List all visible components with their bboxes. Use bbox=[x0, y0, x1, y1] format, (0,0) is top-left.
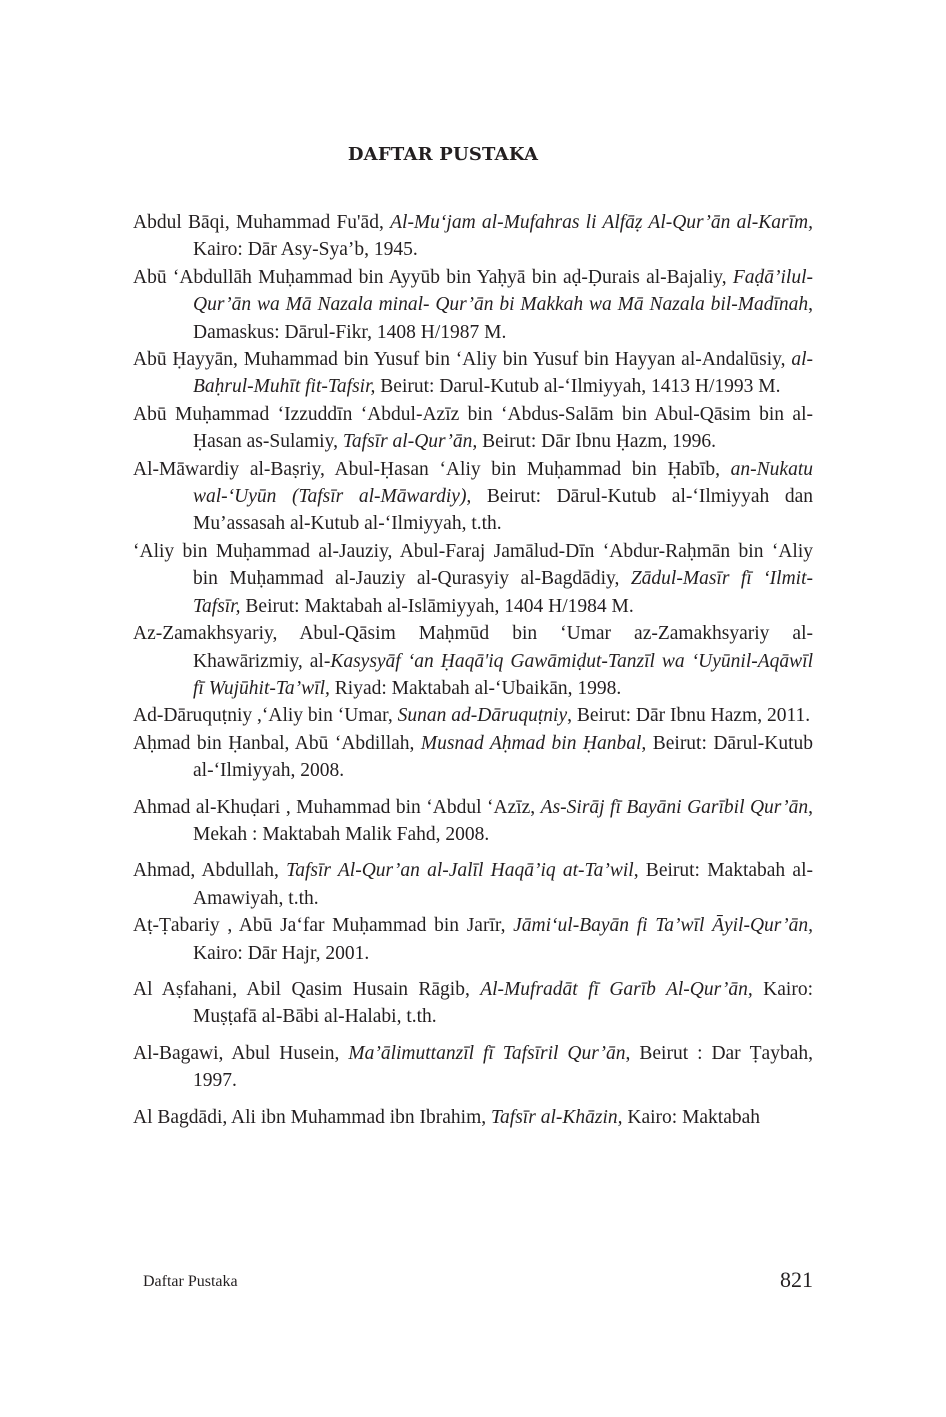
reference-publication: , Beirut : Dar Ṭaybah, 1997. bbox=[193, 1042, 813, 1092]
reference-author: Aḥmad bin Ḥanbal, Abū ‘Abdillah, bbox=[133, 732, 421, 754]
reference-publication: , Damaskus: Dārul-Fikr, 1408 H/1987 M. bbox=[193, 294, 813, 343]
reference-entry bbox=[133, 456, 813, 538]
reference-entry bbox=[133, 1040, 813, 1095]
reference-publication: Beirut: Darul-Kutub al-‘Ilmiyyah, 1413 H/1993 M. bbox=[375, 376, 781, 398]
reference-title: Tafsīr al-Khāzin, bbox=[491, 1106, 623, 1128]
reference-publication: Kairo: Dār Hajr, 2001. bbox=[193, 942, 370, 964]
reference-author: Abū ‘Abdullāh Muḥammad bin Ayyūb bin Yaḥyā bin aḍ-Ḍurais al-Bajaliy, bbox=[133, 266, 733, 288]
reference-entry bbox=[133, 794, 813, 849]
page-title: DAFTAR PUSTAKA bbox=[347, 144, 539, 165]
reference-title: Faḍā’ilul-Qur’ān wa Mā Nazala minal- Qur’ān bi Makkah wa Mā Nazala bil-Madīnah bbox=[193, 266, 813, 316]
reference-title: Tafsīr Al-Qur’an al-Jalīl Haqā’iq at-Ta’wil bbox=[286, 860, 634, 882]
reference-entry bbox=[133, 538, 813, 620]
reference-title: Tafsīr al-Qur’ān, bbox=[342, 431, 478, 453]
reference-author: Abū Ḥayyān, Muhammad bin Yusuf bin ‘Aliy bin Yusuf bin Hayyan al-Andalūsiy, bbox=[133, 349, 792, 371]
reference-publication: Kairo: Dār Asy-Sya’b, 1945. bbox=[193, 239, 418, 261]
reference-author: Al-Māwardiy al-Baṣriy, Abul-Ḥasan ‘Aliy bin Muḥammad bin Ḥabīb, bbox=[133, 458, 731, 480]
reference-publication: Kairo: Maktabah bbox=[622, 1106, 761, 1128]
reference-author: Al Aṣfahani, Abil Qasim Husain Rāgib, bbox=[133, 978, 481, 1000]
reference-title: al-Baḥrul-Muhīt fit-Tafsir, bbox=[193, 349, 813, 398]
reference-publication: Beirut: Dārul-Kutub al-‘Ilmiyyah dan Mu’assasah al-Kutub al-‘Ilmiyyah, t.th. bbox=[193, 486, 813, 535]
reference-entry bbox=[133, 620, 813, 702]
reference-title: Zādul-Masīr fī ‘Ilmit-Tafsīr, bbox=[193, 568, 814, 617]
reference-publication: , Beirut: Maktabah al-Amawiyah, t.th. bbox=[193, 860, 813, 909]
reference-entry bbox=[133, 857, 813, 912]
reference-publication: , Mekah : Maktabah Malik Fahd, 2008. bbox=[193, 796, 813, 845]
reference-author: Az-Zamakhsyariy, Abul-Qāsim Maḥmūd bin ‘Umar az-Zamakhsyariy al-Khawārizmiy, al- bbox=[133, 623, 813, 672]
reference-author: Aṭ-Ṭabariy , Abū Ja‘far Muḥammad bin Jarīr, bbox=[133, 915, 514, 937]
reference-author: Ahmad, Abdullah, bbox=[133, 860, 287, 882]
reference-publication: Riyad: Maktabah al-‘Ubaikān, 1998. bbox=[329, 677, 622, 699]
reference-title: Jāmi‘ul-Bayān fi Ta’wīl Āyil-Qur’ān, bbox=[513, 915, 813, 937]
reference-author: ‘Aliy bin Muḥammad al-Jauziy, Abul-Faraj Jamālud-Dīn ‘Abdur-Raḥmān bin ‘Aliy bin Muḥammad al-Jauziy al-Qurasyiy al-Bagdādiy, bbox=[133, 540, 813, 590]
reference-entry bbox=[133, 730, 813, 785]
reference-title: As-Sirāj fī Bayāni Garībil Qur’ān bbox=[540, 796, 809, 818]
page-number: 821 bbox=[780, 1267, 813, 1292]
running-footer-title: Daftar Pustaka bbox=[143, 1273, 238, 1290]
reference-author: Ad-Dāruquṭniy ,‘Aliy bin ‘Umar, bbox=[133, 705, 398, 727]
reference-title: Kasysyāf ‘an Ḥaqā'iq Gawāmiḍut-Tanzīl wa ‘Uyūnil-Aqāwīl fī Wujūhit-Ta’wīl, bbox=[193, 650, 813, 699]
reference-publication: Kairo: Muṣṭafā al-Bābi al-Halabi, t.th. bbox=[193, 978, 813, 1028]
reference-entry bbox=[133, 401, 813, 456]
reference-author: Ahmad al-Khuḍari , Muhammad bin ‘Abdul ‘Azīz, bbox=[133, 796, 541, 818]
reference-entry bbox=[133, 702, 813, 729]
reference-author: Al Bagdādi, Ali ibn Muhammad ibn Ibrahim, bbox=[133, 1106, 491, 1128]
reference-entry bbox=[133, 346, 813, 401]
reference-entry bbox=[133, 1104, 813, 1131]
reference-author: Abdul Bāqi, Muhammad Fu'ād, bbox=[133, 212, 391, 233]
reference-entry bbox=[133, 264, 813, 346]
reference-publication: Beirut: Dār Ibnu Ḥazm, 1996. bbox=[477, 431, 717, 453]
reference-author: Al-Bagawi, Abul Husein, bbox=[133, 1042, 349, 1064]
reference-author: Abū Muḥammad ‘Izzuddīn ‘Abdul-Azīz bin ‘Abdus-Salām bin Abul-Qāsim bin al-Ḥasan as-Sulamiy, bbox=[133, 403, 813, 453]
reference-title: Sunan ad-Dāruquṭniy bbox=[397, 705, 568, 727]
reference-list bbox=[133, 209, 813, 1131]
reference-entry bbox=[133, 976, 813, 1031]
reference-title: Ma’ālimuttanzīl fī Tafsīril Qur’ān bbox=[348, 1042, 626, 1064]
reference-title: Al-Mu‘jam al-Mufahras li Alfāẓ Al-Qur’ān al-Karīm, bbox=[390, 212, 814, 233]
reference-publication: , Beirut: Dār Ibnu Hazm, 2011. bbox=[567, 705, 811, 727]
reference-publication: Beirut: Dārul-Kutub al-‘Ilmiyyah, 2008. bbox=[193, 732, 813, 782]
reference-title: Al-Mufradāt fī Garīb Al-Qur’ān, bbox=[480, 978, 753, 1000]
reference-entry bbox=[133, 912, 813, 967]
reference-title: Musnad Aḥmad bin Ḥanbal, bbox=[420, 732, 647, 754]
reference-publication: Beirut: Maktabah al-Islāmiyyah, 1404 H/1984 M. bbox=[240, 595, 634, 617]
reference-title: an-Nukatu wal-‘Uyūn (Tafsīr al-Māwardiy), bbox=[193, 458, 813, 508]
reference-entry bbox=[133, 209, 813, 264]
